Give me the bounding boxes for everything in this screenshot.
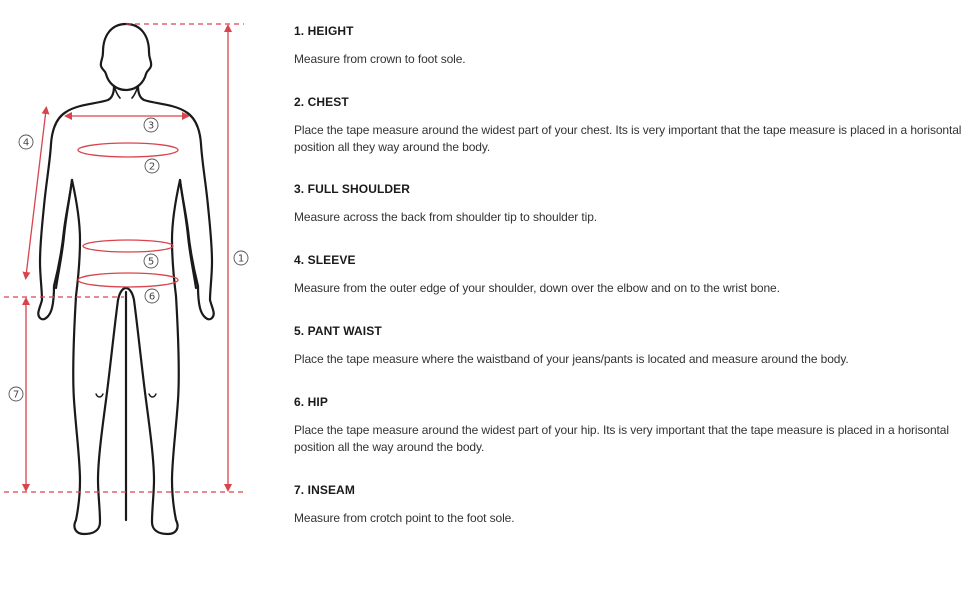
svg-text:2: 2 (148, 161, 156, 173)
svg-text:1: 1 (237, 253, 245, 265)
right-inner-arm (180, 180, 196, 288)
step-sleeve (294, 253, 970, 297)
svg-text:7: 7 (12, 389, 20, 401)
marker-5 (144, 254, 158, 268)
marker-3 (144, 118, 158, 132)
sleeve-line (26, 110, 46, 276)
step-description: Measure from the outer edge of your shoulder, down over the elbow and on to the wrist bone. (294, 281, 780, 295)
step-full-shoulder (294, 182, 970, 226)
svg-text:3: 3 (147, 120, 155, 132)
step-description: Place the tape measure where the waistband of your jeans/pants is located and measure around the body. (294, 352, 849, 366)
step-description: Measure from crotch point to the foot sole. (294, 511, 515, 525)
body-silhouette (38, 24, 213, 534)
step-title: 5. PANT WAIST (294, 324, 382, 338)
step-description: Place the tape measure around the widest part of your chest. Its is very important that the tape measure is placed in a horisontal position all they way around the body. (294, 123, 962, 154)
marker-1 (234, 251, 248, 265)
step-height (294, 24, 970, 68)
step-title: 7. INSEAM (294, 483, 355, 497)
step-description: Measure from crown to foot sole. (294, 52, 466, 66)
step-title: 3. FULL SHOULDER (294, 182, 411, 196)
step-title: 1. HEIGHT (294, 24, 354, 38)
right-knee (149, 394, 156, 397)
marker-7 (9, 387, 23, 401)
hip-ellipse (78, 273, 178, 287)
marker-6 (145, 289, 159, 303)
step-title: 2. CHEST (294, 95, 349, 109)
marker-4 (19, 135, 33, 149)
left-inner-arm (56, 180, 72, 288)
waist-ellipse (83, 240, 173, 252)
svg-text:4: 4 (22, 137, 30, 149)
chest-ellipse (78, 143, 178, 157)
step-chest (294, 95, 970, 156)
body-diagram (0, 0, 260, 560)
marker-2 (145, 159, 159, 173)
step-title: 6. HIP (294, 395, 328, 409)
left-knee (96, 394, 103, 397)
head-outline (101, 24, 151, 90)
svg-text:6: 6 (148, 291, 156, 303)
step-description: Place the tape measure around the widest part of your hip. Its is very important that the tape measure is placed in a horisontal position all the way around the body. (294, 423, 949, 454)
step-hip (294, 395, 970, 456)
body-measurement-figure (0, 0, 260, 560)
step-description: Measure across the back from shoulder tip to shoulder tip. (294, 210, 598, 224)
step-inseam (294, 483, 970, 527)
step-pant-waist (294, 324, 970, 368)
svg-text:5: 5 (147, 256, 155, 268)
step-title: 4. SLEEVE (294, 253, 356, 267)
